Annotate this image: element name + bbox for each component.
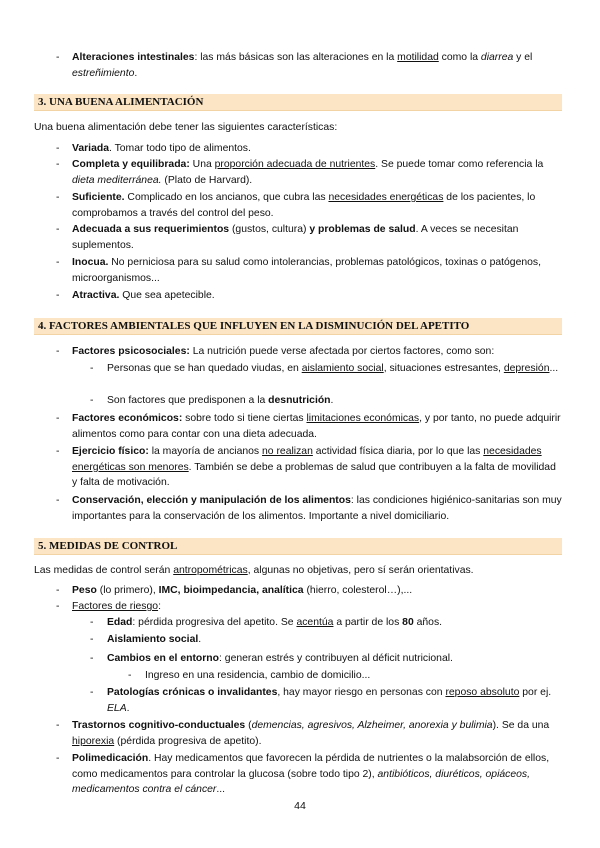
bullet-dash: - <box>56 495 60 506</box>
list-item-conservacion: Conservación, elección y manipulación de los alimentos: las condiciones higiénico-sanitarias son muy importantes para la conservación de los alimentos. Importante a nivel domiciliario. <box>72 495 562 522</box>
list-item-peso: Peso (lo primero), IMC, bioimpedancia, analítica (hierro, colesterol…),... <box>72 585 413 596</box>
sub-item-aislamiento: Aislamiento social. <box>107 634 202 645</box>
page-number: 44 <box>294 800 306 812</box>
bullet-dash: - <box>90 687 94 698</box>
list-item-variada: Variada. Tomar todo tipo de alimentos. <box>72 143 251 154</box>
bullet-dash: - <box>56 290 60 301</box>
section-heading-alimentacion: 3. UNA BUENA ALIMENTACIÓN <box>34 94 562 111</box>
bullet-dash: - <box>56 159 60 170</box>
bullet-dash: - <box>128 670 132 681</box>
bullet-dash: - <box>56 753 60 764</box>
list-item-alteraciones-intestinales: Alteraciones intestinales: las más básicas son las alteraciones en la motilidad como la diarrea y el estreñimiento. <box>72 52 533 79</box>
bullet-dash: - <box>56 224 60 235</box>
list-item-atractiva: Atractiva. Que sea apetecible. <box>72 290 215 301</box>
sub-item-desnutricion: Son factores que predisponen a la desnutrición. <box>107 395 334 406</box>
section-intro: Las medidas de control serán antropométricas, algunas no objetivas, pero sí serán orientativas. <box>34 565 474 576</box>
sub-sub-item-ingreso: Ingreso en una residencia, cambio de domicilio... <box>145 670 371 681</box>
bullet-dash: - <box>56 52 60 63</box>
sub-item-viudas: Personas que se han quedado viudas, en aislamiento social, situaciones estresantes, depresión... <box>107 363 559 374</box>
list-item-polimedicacion: Polimedicación. Hay medicamentos que favorecen la pérdida de nutrientes o la malabsorción de ellos, como medicamentos para controlar la glucosa (sobre todo tipo 2), antibióticos, diuréticos, opiáceos, medicamentos contra el cáncer... <box>72 753 550 796</box>
bullet-dash: - <box>90 395 94 406</box>
bullet-dash: - <box>56 413 60 424</box>
sub-item-patologias: Patologías crónicas o invalidantes, hay mayor riesgo en personas con reposo absoluto por ej. ELA. <box>107 687 552 714</box>
bullet-dash: - <box>90 363 94 374</box>
bullet-dash: - <box>56 601 60 612</box>
bullet-dash: - <box>56 143 60 154</box>
bullet-dash: - <box>56 585 60 596</box>
bullet-dash: - <box>90 653 94 664</box>
bullet-dash: - <box>90 617 94 628</box>
list-item-factores-economicos: Factores económicos: sobre todo si tiene ciertas limitaciones económicas, y por tanto, no puede adquirir alimentos como para contar con una dieta adecuada. <box>72 413 561 440</box>
list-item-suficiente: Suficiente. Complicado en los ancianos, que cubra las necesidades energéticas de los pacientes, lo comprobamos a través del control del peso. <box>72 192 536 219</box>
bullet-dash: - <box>56 720 60 731</box>
sub-item-cambios-entorno: Cambios en el entorno: generan estrés y contribuyen al déficit nutricional. <box>107 653 453 664</box>
list-item-adecuada: Adecuada a sus requerimientos (gustos, cultura) y problemas de salud. A veces se necesitan suplementos. <box>72 224 519 251</box>
bullet-dash: - <box>56 446 60 457</box>
list-item-inocua: Inocua. No perniciosa para su salud como intolerancias, problemas patológicos, toxinas o patógenos, microorganismos... <box>72 257 541 284</box>
list-item-factores-riesgo: Factores de riesgo: <box>72 601 161 612</box>
list-item-ejercicio-fisico: Ejercicio físico: la mayoría de ancianos no realizan actividad física diaria, por lo que las necesidades energéticas son menores. También se debe a problemas de salud que contribuyen a la falta de movilidad y falta de motivación. <box>72 446 556 489</box>
section-heading-medidas-control: 5. MEDIDAS DE CONTROL <box>34 538 562 555</box>
list-item-completa: Completa y equilibrada: Una proporción adecuada de nutrientes. Se puede tomar como referencia la dieta mediterránea. (Plato de Harvard). <box>72 159 544 186</box>
section-intro: Una buena alimentación debe tener las siguientes características: <box>34 122 338 133</box>
sub-item-edad: Edad: pérdida progresiva del apetito. Se acentúa a partir de los 80 años. <box>107 617 443 628</box>
bullet-dash: - <box>56 257 60 268</box>
list-item-factores-psicosociales: Factores psicosociales: La nutrición puede verse afectada por ciertos factores, como son: <box>72 346 495 357</box>
list-item-trastornos: Trastornos cognitivo-conductuales (demencias, agresivos, Alzheimer, anorexia y bulimia). Se da una hiporexia (pérdida progresiva de apetito). <box>72 720 550 747</box>
bullet-dash: - <box>90 634 94 645</box>
section-heading-factores-ambientales: 4. FACTORES AMBIENTALES QUE INFLUYEN EN LA DISMINUCIÓN DEL APETITO <box>34 318 562 335</box>
bullet-dash: - <box>56 346 60 357</box>
bullet-dash: - <box>56 192 60 203</box>
